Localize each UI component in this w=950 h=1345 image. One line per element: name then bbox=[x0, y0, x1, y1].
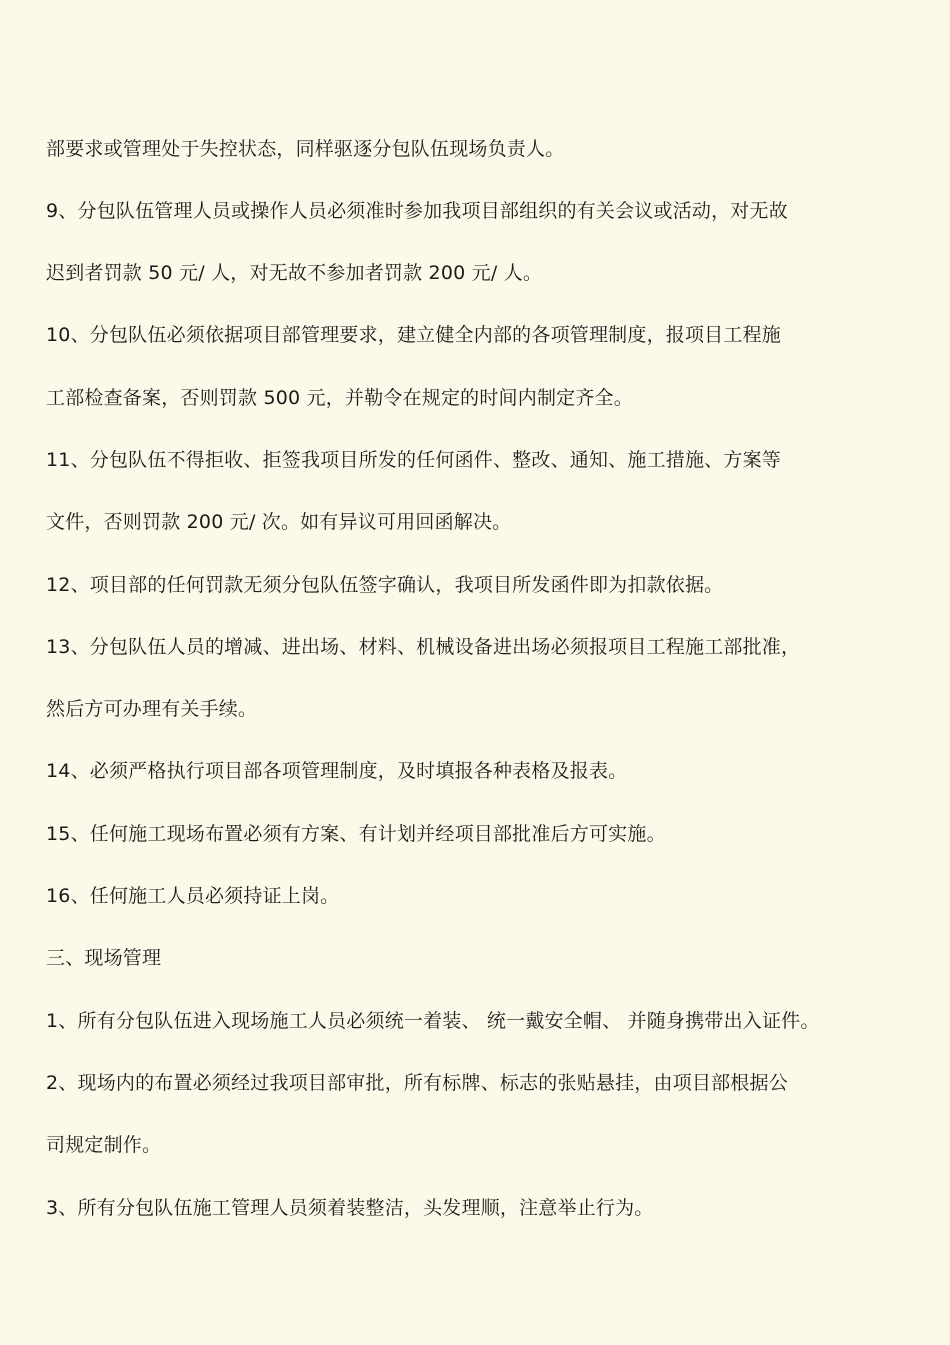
text-line: 10、分包队伍必须依据项目部管理要求，建立健全内部的各项管理制度，报项目工程施 bbox=[46, 324, 781, 346]
text-line: 司规定制作。 bbox=[46, 1134, 162, 1156]
text-line: 迟到者罚款 50 元/ 人，对无故不参加者罚款 200 元/ 人。 bbox=[46, 262, 543, 284]
text-line: 2、现场内的布置必须经过我项目部审批，所有标牌、标志的张贴悬挂，由项目部根据公 bbox=[46, 1072, 788, 1094]
text-line: 3、所有分包队伍施工管理人员须着装整洁，头发理顺，注意举止行为。 bbox=[46, 1197, 654, 1219]
text-line: 然后方可办理有关手续。 bbox=[46, 698, 258, 720]
text-line: 12、项目部的任何罚款无须分包队伍签字确认，我项目所发函件即为扣款依据。 bbox=[46, 574, 724, 596]
text-line: 部要求或管理处于失控状态，同样驱逐分包队伍现场负责人。 bbox=[46, 138, 565, 160]
text-line: 工部检查备案，否则罚款 500 元，并勒令在规定的时间内制定齐全。 bbox=[46, 387, 633, 409]
section-heading: 三、现场管理 bbox=[46, 947, 162, 969]
text-line: 1、所有分包队伍进入现场施工人员必须统一着装、 统一戴安全帽、 并随身携带出入证件。 bbox=[46, 1010, 820, 1032]
text-line: 16、任何施工人员必须持证上岗。 bbox=[46, 885, 340, 907]
text-line: 11、分包队伍不得拒收、拒签我项目所发的任何函件、整改、通知、施工措施、方案等 bbox=[46, 449, 781, 471]
text-line: 13、分包队伍人员的增减、进出场、材料、机械设备进出场必须报项目工程施工部批准， bbox=[46, 636, 801, 658]
text-line: 文件，否则罚款 200 元/ 次。如有异议可用回函解决。 bbox=[46, 511, 512, 533]
text-line: 9、分包队伍管理人员或操作人员必须准时参加我项目部组织的有关会议或活动，对无故 bbox=[46, 200, 788, 222]
text-line: 14、必须严格执行项目部各项管理制度，及时填报各种表格及报表。 bbox=[46, 760, 628, 782]
text-line: 15、任何施工现场布置必须有方案、有计划并经项目部批准后方可实施。 bbox=[46, 823, 666, 845]
